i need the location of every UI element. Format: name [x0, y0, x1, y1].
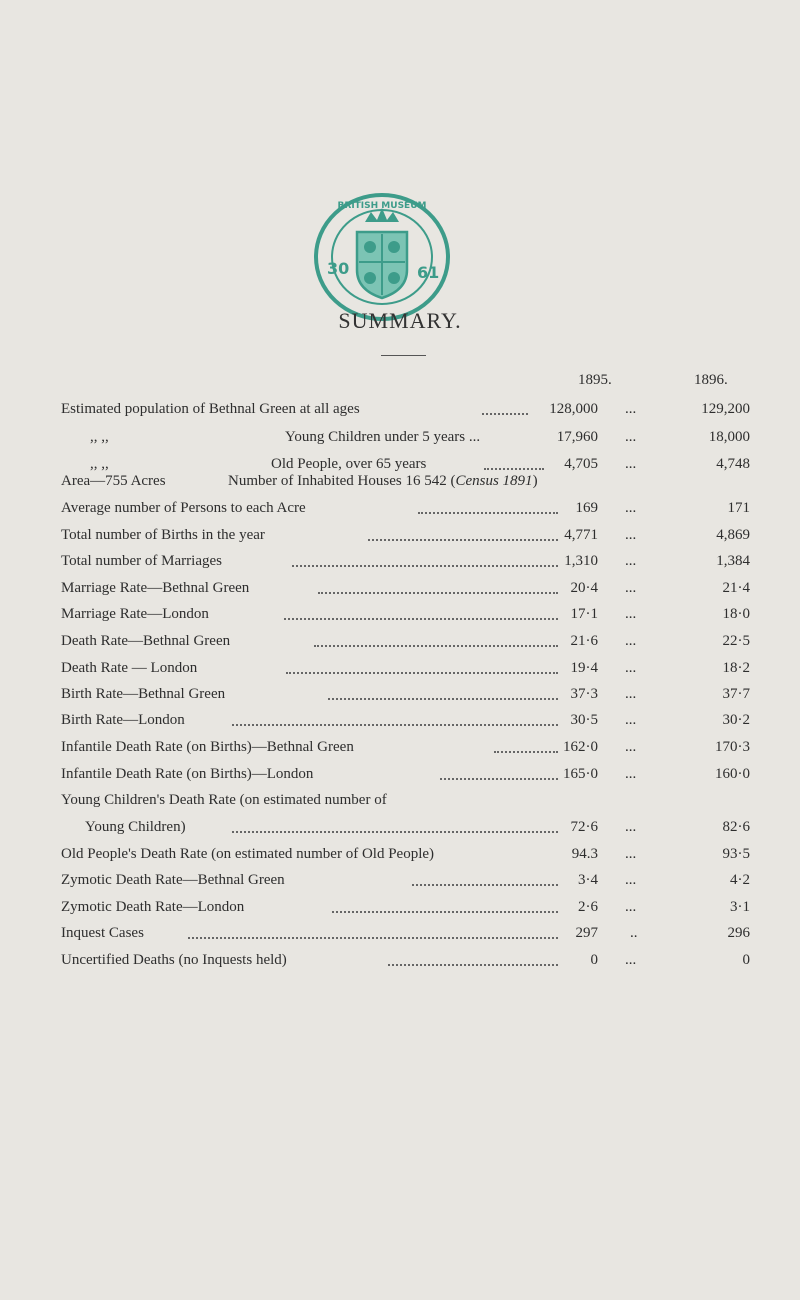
value-1895: 19·4	[570, 660, 598, 676]
table-row	[0, 710, 800, 730]
dot-leader	[418, 512, 558, 514]
ellipsis: ...	[625, 766, 637, 782]
stamp-text-left: 30	[327, 259, 350, 278]
table-row	[0, 427, 800, 447]
dot-leader	[368, 539, 558, 541]
ellipsis: ...	[625, 633, 637, 649]
row-label: Total number of Births in the year	[61, 527, 265, 543]
museum-stamp	[313, 192, 451, 322]
table-row	[0, 658, 800, 678]
row-label: Inquest Cases	[61, 925, 144, 941]
row-label: Average number of Persons to each Acre	[61, 500, 306, 516]
row-label: Death Rate—Bethnal Green	[61, 633, 231, 649]
ellipsis: ...	[625, 401, 637, 417]
row-label: Young Children under 5 years ...	[285, 429, 481, 445]
table-row	[0, 525, 800, 545]
value-1895: 17,960	[556, 429, 598, 445]
value-1895: 72·6	[570, 819, 598, 835]
dot-leader	[232, 831, 558, 833]
table-row	[0, 790, 800, 810]
table-row	[0, 737, 800, 757]
value-1896: 296	[727, 925, 750, 941]
value-1896: 82·6	[722, 819, 750, 835]
year-header-1895: 1895.	[578, 372, 612, 388]
value-1895: 165·0	[563, 766, 598, 782]
dot-leader	[286, 672, 558, 674]
table-row	[0, 817, 800, 837]
table-row	[0, 684, 800, 704]
value-1896: 30·2	[722, 712, 750, 728]
value-1895: 20·4	[570, 580, 598, 596]
dot-leader	[232, 724, 558, 726]
row-label: Young Children's Death Rate (on estimated number of	[61, 792, 387, 808]
row-label: Birth Rate—Bethnal Green	[61, 686, 226, 702]
ellipsis: ...	[625, 580, 637, 596]
value-1895: 17·1	[570, 606, 598, 622]
dot-leader	[332, 911, 558, 913]
ellipsis: ...	[625, 819, 637, 835]
value-1896: 4·2	[730, 872, 750, 888]
table-row	[0, 870, 800, 890]
title-divider	[381, 355, 426, 356]
value-1895: 30·5	[570, 712, 598, 728]
table-row	[0, 578, 800, 598]
value-1895: 21·6	[570, 633, 598, 649]
table-row	[0, 551, 800, 571]
row-label: Old People's Death Rate (on estimated number of Old People)	[61, 846, 435, 862]
value-1896: 18·0	[722, 606, 750, 622]
value-1896: 4,869	[716, 527, 750, 543]
row-label: Uncertified Deaths (no Inquests held)	[61, 952, 287, 968]
ellipsis: ...	[625, 846, 637, 862]
dot-leader	[440, 778, 558, 780]
value-1896: 4,748	[716, 456, 750, 472]
value-1896: 160·0	[715, 766, 750, 782]
houses-note	[228, 471, 538, 491]
table-row	[0, 604, 800, 624]
dot-leader	[318, 592, 558, 594]
ellipsis: ...	[625, 899, 637, 915]
row-label: Old People, over 65 years	[271, 456, 427, 472]
table-row	[0, 471, 800, 491]
dot-leader	[284, 618, 558, 620]
row-label: Death Rate — London	[61, 660, 198, 676]
row-label: Zymotic Death Rate—Bethnal Green	[61, 872, 285, 888]
value-1895: 37·3	[570, 686, 598, 702]
value-1896: 93·5	[722, 846, 750, 862]
value-1896: 1,384	[716, 553, 750, 569]
dot-leader	[494, 751, 558, 753]
value-1896: 21·4	[722, 580, 750, 596]
ditto-marks: ,, ,,	[90, 429, 109, 445]
value-1896: 0	[742, 952, 750, 968]
year-header-1896: 1896.	[694, 372, 728, 388]
row-label: Infantile Death Rate (on Births)—London	[61, 766, 314, 782]
value-1896: 37·7	[722, 686, 750, 702]
value-1896: 129,200	[701, 401, 750, 417]
stamp-text-right: 61	[417, 263, 440, 282]
value-1895: 169	[575, 500, 598, 516]
table-row	[0, 897, 800, 917]
dot-leader	[484, 468, 544, 470]
houses-note-text: Number of Inhabited Houses 16 542 (	[228, 473, 456, 489]
row-label: Birth Rate—London	[61, 712, 185, 728]
row-label: Zymotic Death Rate—London	[61, 899, 245, 915]
value-1895: 0	[590, 952, 598, 968]
dot-leader	[388, 964, 558, 966]
row-label: Total number of Marriages	[61, 553, 222, 569]
dot-leader	[412, 884, 558, 886]
ellipsis: ...	[625, 429, 637, 445]
ellipsis: ...	[625, 660, 637, 676]
value-1895: 3·4	[578, 872, 598, 888]
value-1896: 22·5	[722, 633, 750, 649]
page-title: SUMMARY.	[338, 308, 462, 333]
stamp-text-top: BRITISH MUSEUM	[337, 201, 427, 211]
table-row	[0, 399, 800, 419]
row-label: Estimated population of Bethnal Green at all ages	[61, 401, 360, 417]
ditto-marks: ,, ,,	[90, 456, 109, 472]
dot-leader	[482, 413, 528, 415]
houses-note-close: )	[532, 473, 538, 489]
ellipsis: ...	[625, 712, 637, 728]
ellipsis: ..	[630, 925, 638, 941]
ellipsis: ...	[625, 500, 637, 516]
dot-leader	[292, 565, 558, 567]
value-1895: 297	[575, 925, 598, 941]
row-label: Young Children)	[85, 819, 186, 835]
value-1895: 128,000	[549, 401, 598, 417]
value-1896: 18·2	[722, 660, 750, 676]
census-citation: Census 1891	[455, 473, 533, 489]
dot-leader	[328, 698, 558, 700]
value-1895: 2·6	[578, 899, 598, 915]
area-label: Area—755 Acres	[61, 473, 166, 489]
table-row	[0, 844, 800, 864]
value-1896: 171	[727, 500, 750, 516]
value-1895: 4,771	[564, 527, 598, 543]
value-1895: 4,705	[564, 456, 598, 472]
value-1896: 170·3	[715, 739, 750, 755]
table-row	[0, 950, 800, 970]
table-row	[0, 764, 800, 784]
row-label: Marriage Rate—London	[61, 606, 209, 622]
table-row	[0, 498, 800, 518]
ellipsis: ...	[625, 872, 637, 888]
ellipsis: ...	[625, 553, 637, 569]
ellipsis: ...	[625, 952, 637, 968]
value-1896: 3·1	[730, 899, 750, 915]
dot-leader	[188, 937, 558, 939]
ellipsis: ...	[625, 527, 637, 543]
row-label: Infantile Death Rate (on Births)—Bethnal Green	[61, 739, 354, 755]
value-1895: 162·0	[563, 739, 598, 755]
table-row	[0, 631, 800, 651]
ellipsis: ...	[625, 686, 637, 702]
table-row	[0, 923, 800, 943]
value-1895: 1,310	[564, 553, 598, 569]
ellipsis: ...	[625, 739, 637, 755]
ellipsis: ...	[625, 456, 637, 472]
row-label: Marriage Rate—Bethnal Green	[61, 580, 250, 596]
ellipsis: ...	[625, 606, 637, 622]
value-1896: 18,000	[708, 429, 750, 445]
dot-leader	[314, 645, 558, 647]
value-1895: 94.3	[571, 846, 598, 862]
